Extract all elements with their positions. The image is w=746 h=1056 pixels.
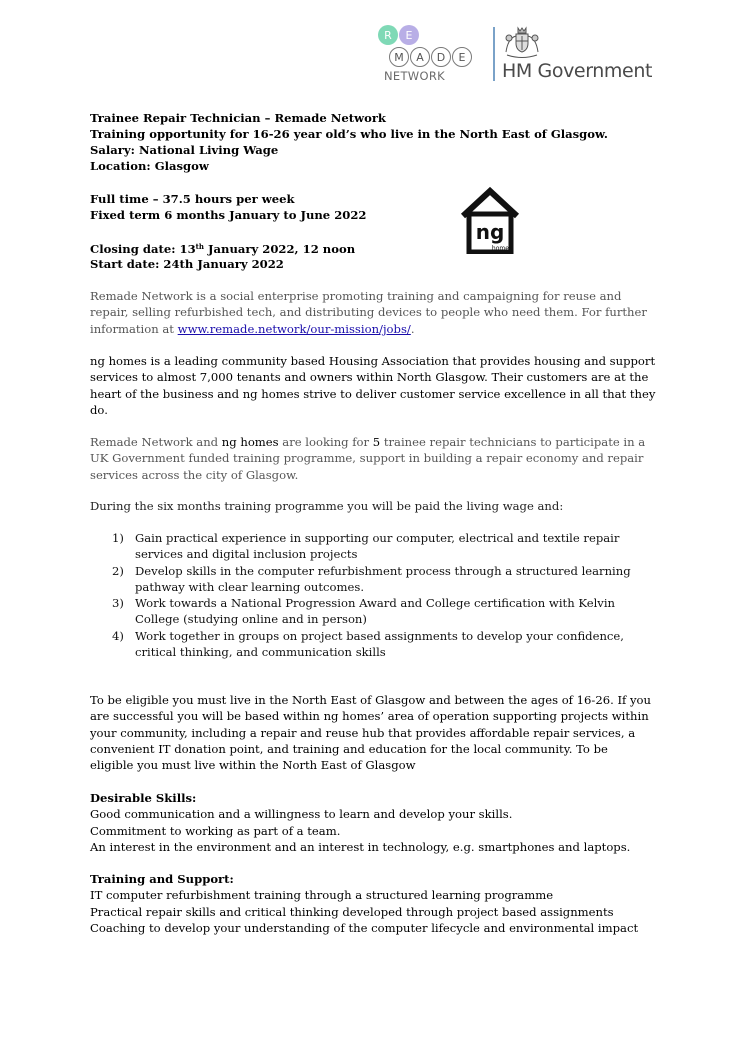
list-item-line: Gain practical experience in supporting our computer, electrical and textile repair [135,531,620,545]
partner-text-5: trainee repair technicians to participate in a [380,435,646,449]
partner-text-count: 5 [372,435,381,449]
desirable-item: An interest in the environment and an interest in technology, e.g. smartphones and laptops. [90,839,631,854]
training-support [90,871,670,936]
partner-paragraph-line: services across the city of Glasgow. [90,467,299,482]
logo-letter-m: M [389,47,409,67]
ng-paragraph-line: do. [90,402,108,417]
list-item-number: 2) [112,563,124,578]
list-item [112,563,672,596]
list-item-line: Work together in groups on project based assignments to develop your confidence, [135,628,624,643]
logo-network-label: NETWORK [384,69,445,83]
list-item-number: 1) [112,531,124,545]
royal-crest-icon [503,24,541,60]
closing-date-prefix: Closing date: 13 [90,242,196,256]
ng-homes-logo [459,186,521,254]
desirable-item: Good communication and a willingness to learn and develop your skills. [90,807,513,822]
training-item: Practical repair skills and critical thinking developed through project based assignments [90,904,614,919]
start-date: Start date: 24th January 2022 [90,257,284,271]
eligibility-line: To be eligible you must live in the North East of Glasgow and between the ages of 16-26. If you [90,693,652,707]
closing-date [90,239,355,257]
list-item-line: Work towards a National Progression Award and College certification with Kelvin [135,596,616,611]
list-item-line: College (studying online and in person) [135,612,367,627]
list-item-number: 4) [112,628,124,643]
desirable-item: Commitment to working as part of a team. [90,823,341,838]
training-item: Coaching to develop your understanding of the computer lifecycle and environmental impact [90,920,639,935]
logo-letter-a: A [410,47,430,67]
list-item [112,530,672,563]
partner-text-3: are looking for [278,435,373,449]
eligibility-line: eligible you must live within the North East of Glasgow [90,758,416,773]
partner-paragraph-line: UK Government funded training programme, support in building a repair economy and repair [90,451,644,466]
remade-paragraph-prefix: information at [90,321,178,336]
hours: Full time – 37.5 hours per week [90,192,295,206]
eligibility-line: are successful you will be based within ng homes’ area of operation supporting projects within [90,709,649,724]
partner-paragraph [90,434,670,483]
remade-network-logo [374,22,492,84]
logo-letter-e: E [399,25,419,45]
list-item-line: services and digital inclusion projects [135,547,358,562]
list-item-number: 3) [112,596,124,611]
programme-list [112,530,672,660]
remade-paragraph-line [90,321,670,337]
remade-paragraph-line: repair, selling refurbished tech, and distributing devices to people who need them. For further [90,305,647,320]
closing-date-suffix: January 2022, 12 noon [204,242,356,256]
remade-paragraph-suffix: . [410,321,415,336]
logo-letter-r: R [378,25,398,45]
eligibility-line: your community, including a repair and reuse hub that provides affordable repair services, a [90,725,636,740]
partner-text-ng: ng homes [221,435,279,449]
ng-homes-paragraph [90,353,670,418]
salary: Salary: National Living Wage [90,143,279,157]
closing-date-sup: th [195,242,204,251]
ng-logo-subtext: homes [491,245,513,252]
list-item-line: critical thinking, and communication skills [135,645,386,660]
ng-paragraph-line: ng homes is a leading community based Housing Association that provides housing and support [90,354,656,368]
jobs-link[interactable]: www.remade.network/our-mission/jobs/ [177,321,411,336]
programme-intro [90,498,670,514]
hm-government-label: HM Government [502,60,653,82]
eligibility-paragraph [90,692,670,773]
term: Fixed term 6 months January to June 2022 [90,208,367,222]
desirable-skills [90,790,670,855]
training-item: IT computer refurbishment training through a structured learning programme [90,888,554,903]
job-subtitle: Training opportunity for 16-26 year old’s who live in the North East of Glasgow. [90,127,608,141]
logo-letter-d: D [431,47,451,67]
ng-paragraph-line: services to almost 7,000 tenants and owners within North Glasgow. Their customers are at the [90,370,649,385]
job-title: Trainee Repair Technician – Remade Network [90,111,386,125]
training-heading: Training and Support: [90,872,234,886]
programme-intro-line: During the six months training programme you will be paid the living wage and: [90,499,564,513]
logo-divider [493,27,495,81]
partner-text-1: Remade Network and [90,435,222,449]
list-item-line: pathway with clear learning outcomes. [135,579,365,594]
remade-paragraph-line: Remade Network is a social enterprise promoting training and campaigning for reuse and [90,289,622,303]
remade-paragraph [90,288,670,337]
ng-paragraph-line: heart of the business and ng homes strive to deliver customer service excellence in all that they [90,386,656,401]
partner-paragraph-line [90,434,670,450]
list-item [112,595,672,628]
list-item-line: Develop skills in the computer refurbishment process through a structured learning [135,563,631,578]
eligibility-line: convenient IT donation point, and training and education for the local community. To be [90,741,608,756]
desirable-heading: Desirable Skills: [90,791,197,805]
list-item [112,628,672,661]
logo-letter-e2: E [452,47,472,67]
ng-logo-text: ng [475,220,505,244]
location: Location: Glasgow [90,159,209,173]
